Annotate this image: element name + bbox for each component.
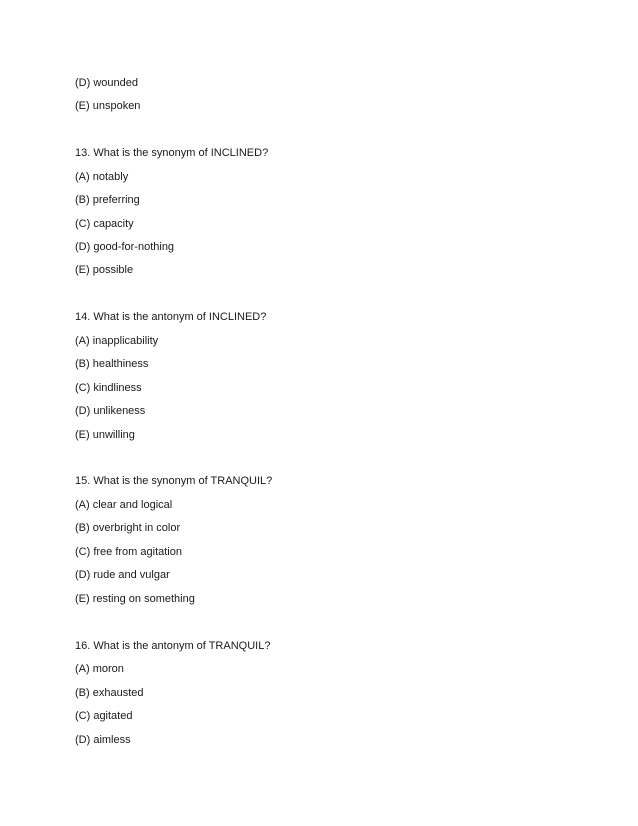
question-16-option-c: (C) agitated (75, 710, 133, 722)
question-15-prompt: 15. What is the synonym of TRANQUIL? (75, 475, 273, 487)
question-16-option-a: (A) moron (75, 663, 124, 675)
question-16-option-d: (D) aimless (75, 734, 131, 746)
option-e-continued: (E) unspoken (75, 100, 141, 112)
question-15-option-b: (B) overbright in color (75, 522, 181, 534)
question-14-option-a: (A) inapplicability (75, 335, 159, 347)
question-14-option-b: (B) healthiness (75, 358, 149, 370)
question-14-option-e: (E) unwilling (75, 429, 135, 441)
question-13-prompt: 13. What is the synonym of INCLINED? (75, 147, 269, 159)
question-16-prompt: 16. What is the antonym of TRANQUIL? (75, 640, 271, 652)
question-14-prompt: 14. What is the antonym of INCLINED? (75, 311, 267, 323)
question-14-option-c: (C) kindliness (75, 382, 142, 394)
question-13-option-e: (E) possible (75, 264, 134, 276)
option-d-continued: (D) wounded (75, 77, 138, 89)
question-16-option-b: (B) exhausted (75, 687, 144, 699)
question-15-option-a: (A) clear and logical (75, 499, 173, 511)
question-13-option-a: (A) notably (75, 171, 129, 183)
question-14-option-d: (D) unlikeness (75, 405, 146, 417)
question-15-option-e: (E) resting on something (75, 593, 195, 605)
question-15-option-d: (D) rude and vulgar (75, 569, 170, 581)
question-15-option-c: (C) free from agitation (75, 546, 182, 558)
question-13-option-d: (D) good-for-nothing (75, 241, 175, 253)
question-13-option-c: (C) capacity (75, 218, 134, 230)
question-13-option-b: (B) preferring (75, 194, 140, 206)
